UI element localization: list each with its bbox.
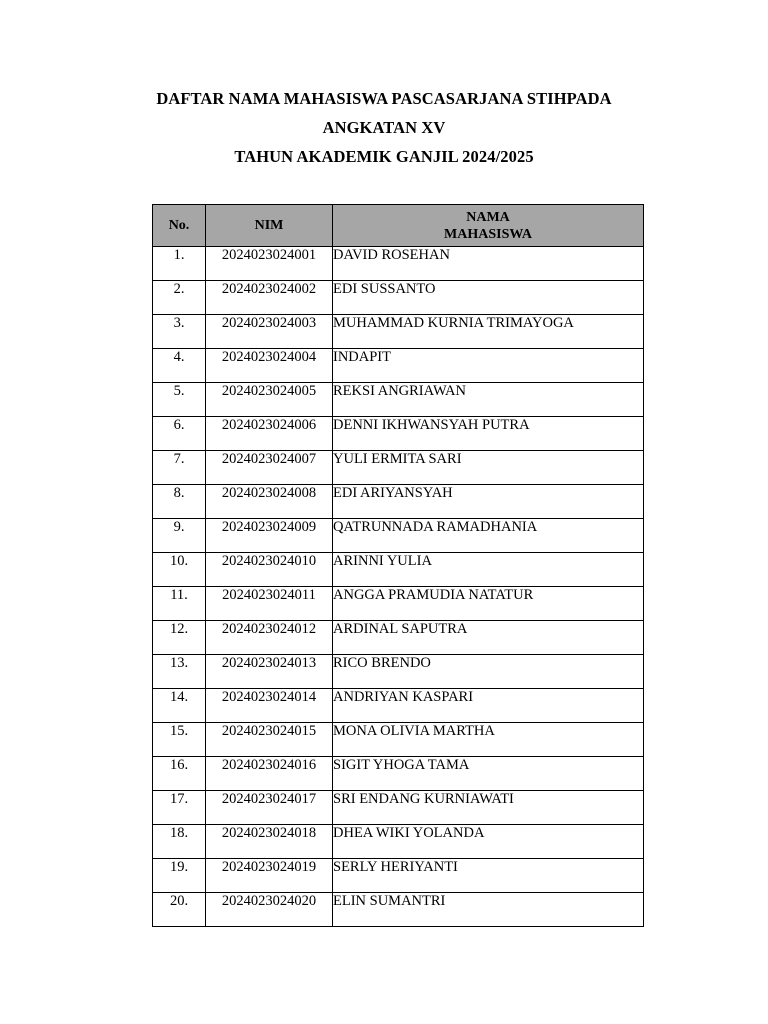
row-student-name: ARINNI YULIA bbox=[333, 553, 644, 587]
row-student-name: DHEA WIKI YOLANDA bbox=[333, 825, 644, 859]
row-student-name: SERLY HERIYANTI bbox=[333, 859, 644, 893]
column-header-no: No. bbox=[153, 205, 206, 247]
row-nim: 2024023024001 bbox=[206, 247, 333, 281]
row-student-name: DAVID ROSEHAN bbox=[333, 247, 644, 281]
table-row bbox=[153, 859, 644, 893]
row-number: 1. bbox=[153, 247, 206, 281]
document-title: DAFTAR NAMA MAHASISWA PASCASARJANA STIHPADA bbox=[156, 89, 612, 108]
row-number: 15. bbox=[153, 723, 206, 757]
column-header-nim: NIM bbox=[206, 205, 333, 247]
row-number: 19. bbox=[153, 859, 206, 893]
table-row bbox=[153, 485, 644, 519]
row-nim: 2024023024014 bbox=[206, 689, 333, 723]
row-number: 18. bbox=[153, 825, 206, 859]
table-row bbox=[153, 451, 644, 485]
row-nim: 2024023024003 bbox=[206, 315, 333, 349]
row-number: 3. bbox=[153, 315, 206, 349]
table-row bbox=[153, 417, 644, 451]
row-student-name: EDI SUSSANTO bbox=[333, 281, 644, 315]
row-student-name: ELIN SUMANTRI bbox=[333, 893, 644, 927]
student-list-table bbox=[152, 204, 644, 927]
row-student-name: RICO BRENDO bbox=[333, 655, 644, 689]
row-student-name: SIGIT YHOGA TAMA bbox=[333, 757, 644, 791]
table-row bbox=[153, 315, 644, 349]
row-number: 8. bbox=[153, 485, 206, 519]
row-nim: 2024023024006 bbox=[206, 417, 333, 451]
row-number: 11. bbox=[153, 587, 206, 621]
row-student-name: MONA OLIVIA MARTHA bbox=[333, 723, 644, 757]
row-nim: 2024023024010 bbox=[206, 553, 333, 587]
row-number: 20. bbox=[153, 893, 206, 927]
row-nim: 2024023024016 bbox=[206, 757, 333, 791]
row-student-name: ANDRIYAN KASPARI bbox=[333, 689, 644, 723]
table-row bbox=[153, 689, 644, 723]
row-nim: 2024023024017 bbox=[206, 791, 333, 825]
table-row bbox=[153, 383, 644, 417]
column-header-nama-line2: MAHASISWA bbox=[444, 227, 532, 242]
row-student-name: MUHAMMAD KURNIA TRIMAYOGA bbox=[333, 315, 644, 349]
row-student-name: QATRUNNADA RAMADHANIA bbox=[333, 519, 644, 553]
row-student-name: ARDINAL SAPUTRA bbox=[333, 621, 644, 655]
row-number: 4. bbox=[153, 349, 206, 383]
row-nim: 2024023024019 bbox=[206, 859, 333, 893]
table-row bbox=[153, 825, 644, 859]
row-number: 9. bbox=[153, 519, 206, 553]
row-number: 7. bbox=[153, 451, 206, 485]
row-nim: 2024023024008 bbox=[206, 485, 333, 519]
table-row bbox=[153, 655, 644, 689]
row-nim: 2024023024011 bbox=[206, 587, 333, 621]
column-header-nama-line1: NAMA bbox=[466, 210, 510, 225]
table-row bbox=[153, 621, 644, 655]
document-subtitle-batch: ANGKATAN XV bbox=[322, 118, 446, 137]
row-number: 6. bbox=[153, 417, 206, 451]
row-nim: 2024023024020 bbox=[206, 893, 333, 927]
row-number: 16. bbox=[153, 757, 206, 791]
row-number: 2. bbox=[153, 281, 206, 315]
table-header-row bbox=[153, 205, 644, 247]
row-nim: 2024023024018 bbox=[206, 825, 333, 859]
table-row bbox=[153, 893, 644, 927]
row-student-name: SRI ENDANG KURNIAWATI bbox=[333, 791, 644, 825]
row-student-name: DENNI IKHWANSYAH PUTRA bbox=[333, 417, 644, 451]
row-nim: 2024023024004 bbox=[206, 349, 333, 383]
row-nim: 2024023024002 bbox=[206, 281, 333, 315]
row-number: 5. bbox=[153, 383, 206, 417]
row-nim: 2024023024005 bbox=[206, 383, 333, 417]
table-row bbox=[153, 247, 644, 281]
row-number: 10. bbox=[153, 553, 206, 587]
row-nim: 2024023024007 bbox=[206, 451, 333, 485]
row-student-name: REKSI ANGRIAWAN bbox=[333, 383, 644, 417]
row-number: 17. bbox=[153, 791, 206, 825]
column-header-nama bbox=[333, 205, 644, 247]
table-row bbox=[153, 757, 644, 791]
row-student-name: YULI ERMITA SARI bbox=[333, 451, 644, 485]
row-nim: 2024023024013 bbox=[206, 655, 333, 689]
row-nim: 2024023024012 bbox=[206, 621, 333, 655]
row-number: 13. bbox=[153, 655, 206, 689]
row-student-name: INDAPIT bbox=[333, 349, 644, 383]
table-row bbox=[153, 519, 644, 553]
row-nim: 2024023024015 bbox=[206, 723, 333, 757]
row-nim: 2024023024009 bbox=[206, 519, 333, 553]
row-number: 12. bbox=[153, 621, 206, 655]
row-student-name: EDI ARIYANSYAH bbox=[333, 485, 644, 519]
table-body bbox=[153, 247, 644, 927]
table-row bbox=[153, 587, 644, 621]
table-row bbox=[153, 723, 644, 757]
table-row bbox=[153, 349, 644, 383]
row-student-name: ANGGA PRAMUDIA NATATUR bbox=[333, 587, 644, 621]
document-subtitle-year: TAHUN AKADEMIK GANJIL 2024/2025 bbox=[234, 147, 534, 166]
row-number: 14. bbox=[153, 689, 206, 723]
table-row bbox=[153, 553, 644, 587]
table-row bbox=[153, 281, 644, 315]
table-row bbox=[153, 791, 644, 825]
